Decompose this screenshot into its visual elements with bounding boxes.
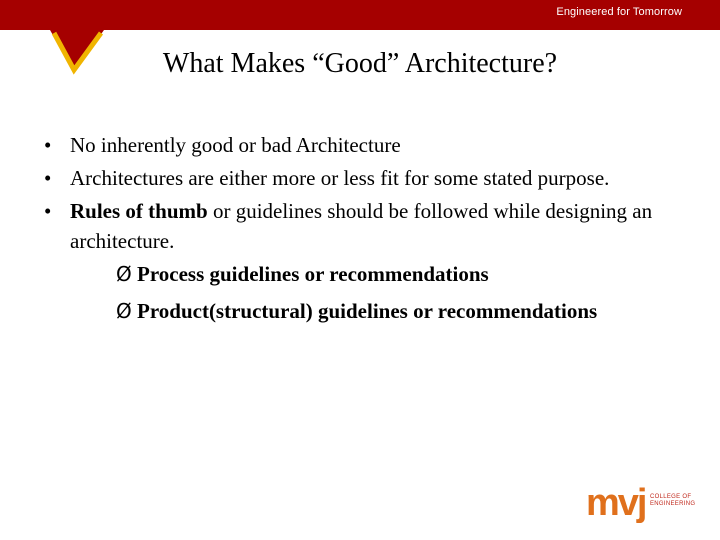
bullet-text: or guidelines should be followed while designing an architecture.: [70, 199, 653, 253]
bullet-item: [44, 163, 694, 193]
slide-content: [44, 130, 694, 333]
logo-wordmark: mvj: [586, 482, 646, 524]
mvj-logo: [586, 482, 706, 530]
sub-bullet-item: [44, 259, 694, 289]
sub-bullet-item: [44, 296, 694, 326]
bullet-marker: •: [44, 133, 52, 157]
arrow-bullet-icon: Ø: [116, 299, 132, 323]
tagline: Engineered for Tomorrow: [556, 6, 682, 18]
bullet-text: No inherently good or bad Architecture: [70, 133, 401, 157]
bullet-item: [44, 130, 694, 160]
logo-caption: [650, 494, 706, 508]
slide-title: What Makes “Good” Architecture?: [162, 48, 558, 79]
bullet-bold-text: Rules of thumb: [70, 199, 208, 223]
bullet-marker: •: [44, 166, 52, 190]
arrow-bullet-icon: Ø: [116, 262, 132, 286]
logo-line-2: ENGINEERING: [650, 501, 696, 507]
sub-bullet-text: Product(structural) guidelines or recommendations: [137, 299, 598, 323]
bullet-item: [44, 196, 694, 256]
sub-bullet-text: Process guidelines or recommendations: [137, 262, 489, 286]
logo-line-1: COLLEGE OF: [650, 494, 692, 500]
bullet-marker: •: [44, 199, 52, 223]
bullet-text: Architectures are either more or less fit for some stated purpose.: [70, 166, 610, 190]
